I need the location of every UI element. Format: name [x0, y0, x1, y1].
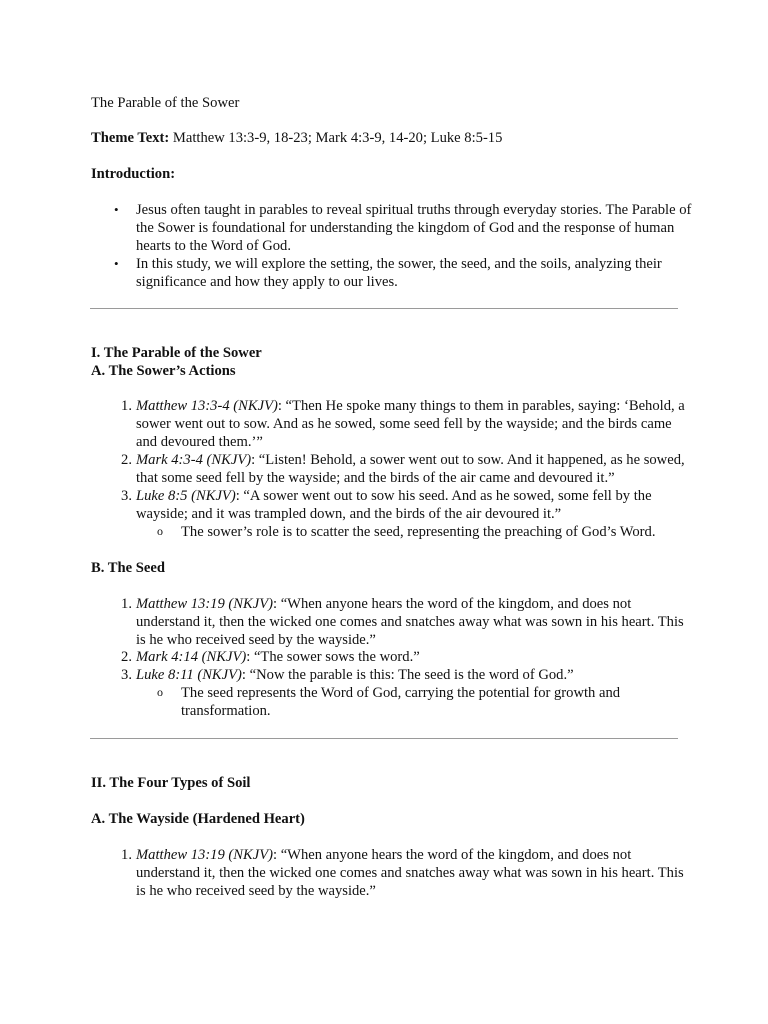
scripture-item	[121, 666, 696, 684]
scripture-reference: Mark 4:3-4 (NKJV)	[136, 452, 252, 468]
item-number: 1.	[121, 596, 132, 612]
intro-bullet: • In this study, we will explore the setting, the sower, the seed, and the soils, analyzing their significance and how they apply to our lives.	[114, 256, 662, 290]
item-number: 3.	[121, 667, 132, 683]
document-title: The Parable of the Sower	[91, 95, 240, 111]
circle-bullet-icon: o	[157, 685, 163, 699]
section-divider	[90, 738, 678, 739]
section-divider	[90, 308, 678, 309]
section-heading: I. The Parable of the Sower	[91, 345, 262, 361]
bullet-icon: •	[114, 202, 119, 217]
scripture-reference: Matthew 13:19 (NKJV)	[136, 847, 273, 863]
bullet-icon: •	[114, 256, 119, 271]
scripture-reference: Mark 4:14 (NKJV)	[136, 649, 247, 665]
scripture-quote: : “Listen! Behold, a sower went out to sow. And it happened, as he sowed, that some seed fell by the wayside; and the birds of the air came and devoured it.”	[136, 452, 685, 486]
subsection-heading: B. The Seed	[91, 560, 165, 576]
intro-bullet: • Jesus often taught in parables to reveal spiritual truths through everyday stories. The Parable of the Sower is foundational for understanding the kingdom of God and the response of human hearts to the Word of God.	[114, 202, 692, 254]
scripture-item	[121, 648, 696, 666]
theme-text	[91, 129, 502, 147]
scripture-reference: Luke 8:5 (NKJV)	[136, 488, 236, 504]
scripture-item	[121, 595, 696, 649]
scripture-item	[121, 487, 696, 523]
item-number: 1.	[121, 398, 132, 414]
item-number: 1.	[121, 847, 132, 863]
subsection-heading: A. The Sower’s Actions	[91, 363, 236, 379]
scripture-quote: : “The sower sows the word.”	[246, 649, 420, 665]
scripture-item	[121, 846, 696, 900]
intro-heading: Introduction:	[91, 166, 176, 182]
scripture-item	[121, 397, 696, 451]
sub-note: o The sower’s role is to scatter the seed, representing the preaching of God’s Word.	[157, 524, 656, 540]
scripture-item	[121, 451, 696, 487]
scripture-reference: Matthew 13:3-4 (NKJV)	[136, 398, 278, 414]
scripture-quote: : “A sower went out to sow his seed. And as he sowed, some fell by the wayside; and it was trampled down, and the birds of the air devoured it.”	[136, 488, 652, 522]
item-number: 2.	[121, 649, 132, 665]
circle-bullet-icon: o	[157, 524, 163, 538]
item-number: 3.	[121, 488, 132, 504]
sub-note: o The seed represents the Word of God, carrying the potential for growth and transformation.	[157, 685, 621, 719]
scripture-quote: : “When anyone hears the word of the kingdom, and does not understand it, then the wicked one comes and snatches away what was sown in his heart. This is he who received seed by the wayside.”	[136, 847, 684, 899]
scripture-quote: : “When anyone hears the word of the kingdom, and does not understand it, then the wicked one comes and snatches away what was sown in his heart. This is he who received seed by the wayside.”	[136, 596, 684, 648]
scripture-quote: : “Now the parable is this: The seed is the word of God.”	[241, 667, 574, 683]
subsection-heading: A. The Wayside (Hardened Heart)	[91, 811, 305, 827]
scripture-reference: Luke 8:11 (NKJV)	[136, 667, 242, 683]
scripture-quote: : “Then He spoke many things to them in parables, saying: ‘Behold, a sower went out to sow. And as he sowed, some seed fell by the wayside; and the birds came and devoured them.’”	[136, 398, 685, 450]
section-heading: II. The Four Types of Soil	[91, 775, 251, 791]
scripture-reference: Matthew 13:19 (NKJV)	[136, 596, 273, 612]
item-number: 2.	[121, 452, 132, 468]
theme-label: Theme Text:	[91, 130, 170, 146]
theme-references: Matthew 13:3-9, 18-23; Mark 4:3-9, 14-20; Luke 8:5-15	[169, 130, 503, 146]
